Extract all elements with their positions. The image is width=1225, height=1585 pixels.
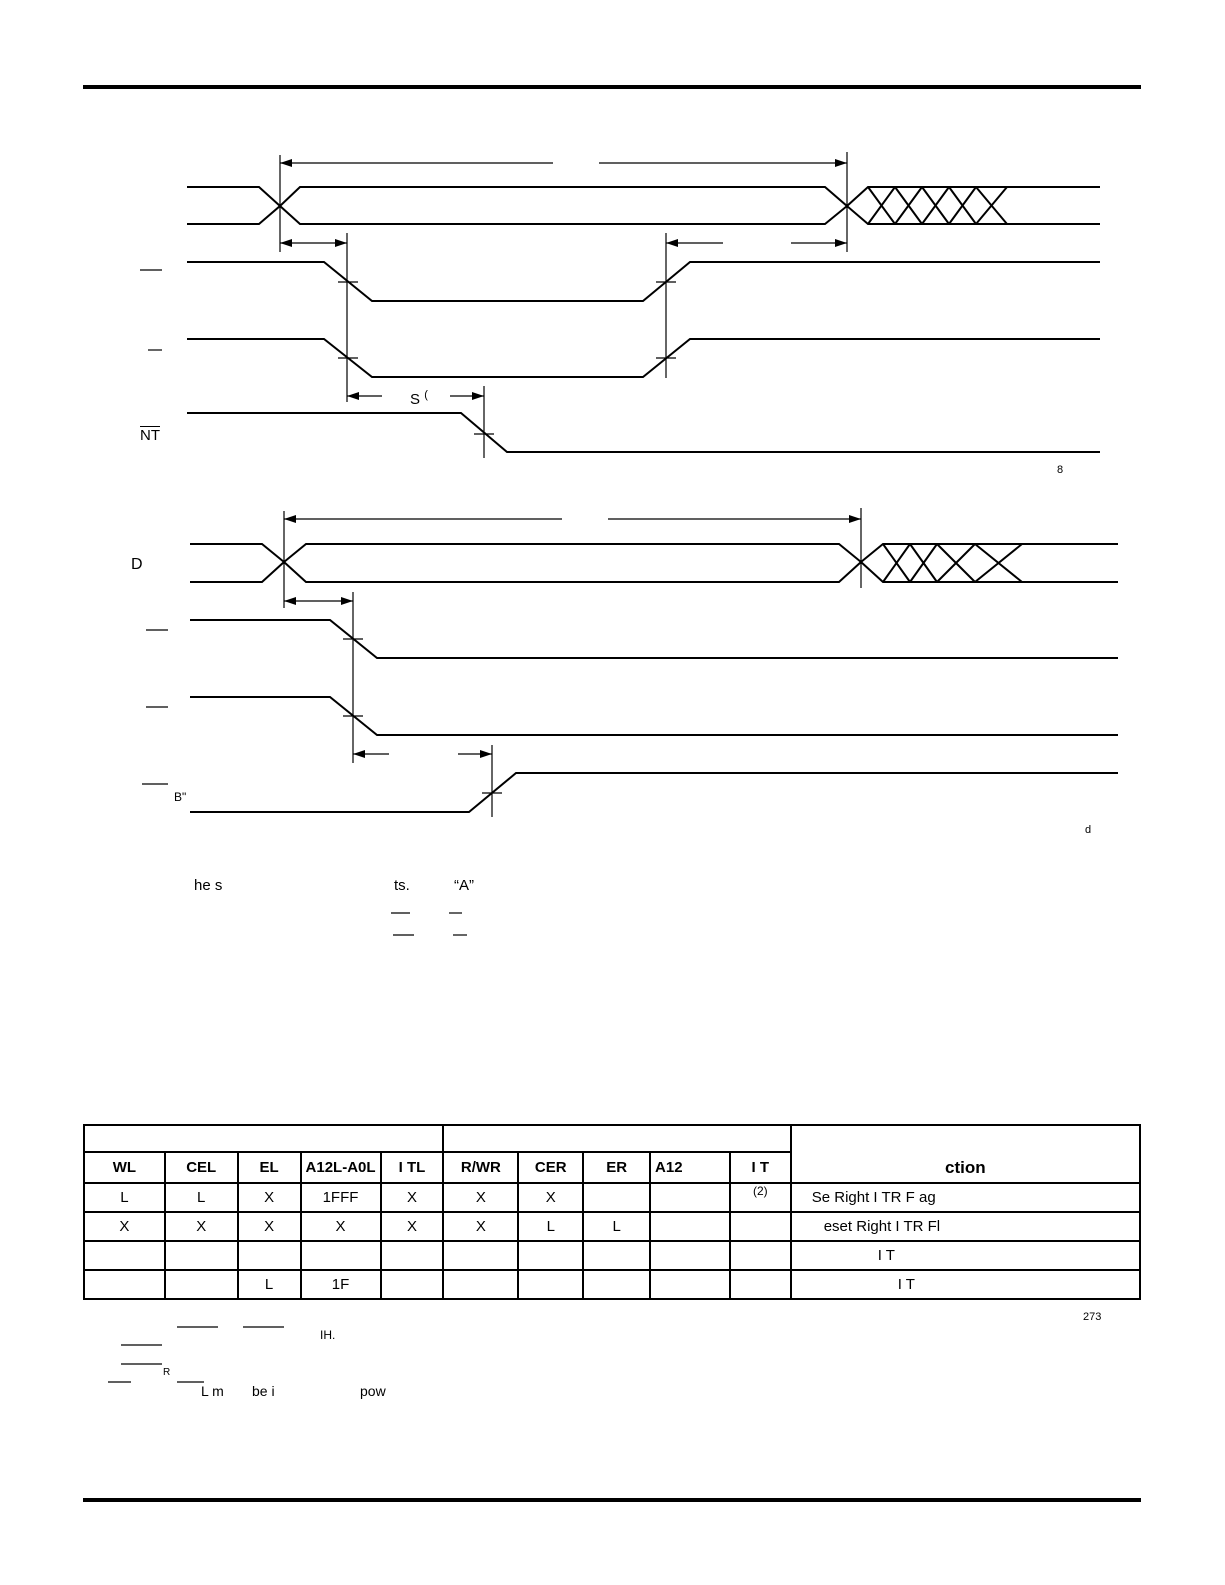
table-cell: X — [238, 1183, 301, 1212]
function-cell: I T — [791, 1241, 1140, 1270]
footnote-ref: (2) — [752, 1184, 768, 1198]
table-cell: X — [84, 1212, 165, 1241]
table-cell: X — [518, 1183, 583, 1212]
signal-label-int-a: $\overline{NT}$ — [140, 427, 160, 444]
figure-code-a: 8 — [1057, 464, 1064, 476]
table-cell: L — [84, 1183, 165, 1212]
function-cell: eset Right I TR Fl — [791, 1212, 1140, 1241]
footnote-4: be i — [252, 1383, 275, 1399]
col-header-ce-right: CER — [518, 1152, 583, 1183]
col-header-rw-left: WL — [84, 1152, 165, 1183]
col-header-int-left: I TL — [381, 1152, 444, 1183]
table-cell: X — [381, 1183, 444, 1212]
table-cell: X — [443, 1183, 518, 1212]
table-cell: 1F — [301, 1270, 381, 1299]
bottom-rule — [83, 1498, 1141, 1502]
table-code: 273 — [1083, 1311, 1102, 1323]
interval-label-text: S — [410, 391, 421, 408]
table-cell: L — [238, 1270, 301, 1299]
table-cell: L — [165, 1183, 238, 1212]
signal-label-data-b: D — [131, 556, 143, 573]
figure-code-b: d — [1085, 824, 1092, 836]
function-cell: Se Right I TR F ag — [791, 1183, 1140, 1212]
col-header-oe-left: EL — [238, 1152, 301, 1183]
table-cell: X — [443, 1212, 518, 1241]
footnote-2: R — [163, 1367, 171, 1378]
function-cell: I T — [791, 1270, 1140, 1299]
note-text-1: he s — [194, 877, 223, 894]
table-cell: X — [301, 1212, 381, 1241]
table-cell: 1FFF — [301, 1183, 381, 1212]
footnote-1: IH. — [320, 1328, 336, 1342]
col-header-oe-right: ER — [583, 1152, 650, 1183]
col-header-rw-right: R/WR — [443, 1152, 518, 1183]
table-cell: X — [381, 1212, 444, 1241]
function-header-text: ction — [945, 1158, 986, 1177]
footnote-5: pow — [360, 1383, 386, 1399]
table-cell: L — [583, 1212, 650, 1241]
col-header-addr-left: A12L-A0L — [301, 1152, 381, 1183]
col-header-addr-right: A12 — [650, 1152, 730, 1183]
note-text-3: “A” — [454, 877, 474, 894]
col-header-ce-left: CEL — [165, 1152, 238, 1183]
col-header-int-right: I T — [730, 1152, 791, 1183]
table-cell: L — [518, 1212, 583, 1241]
footnote-3: L m — [201, 1383, 224, 1399]
table-cell: X — [165, 1212, 238, 1241]
table-cell: X — [238, 1212, 301, 1241]
note-text-2: ts. — [394, 877, 410, 894]
annotation-b: B" — [174, 790, 187, 804]
interval-label-sup: ( — [424, 389, 428, 401]
